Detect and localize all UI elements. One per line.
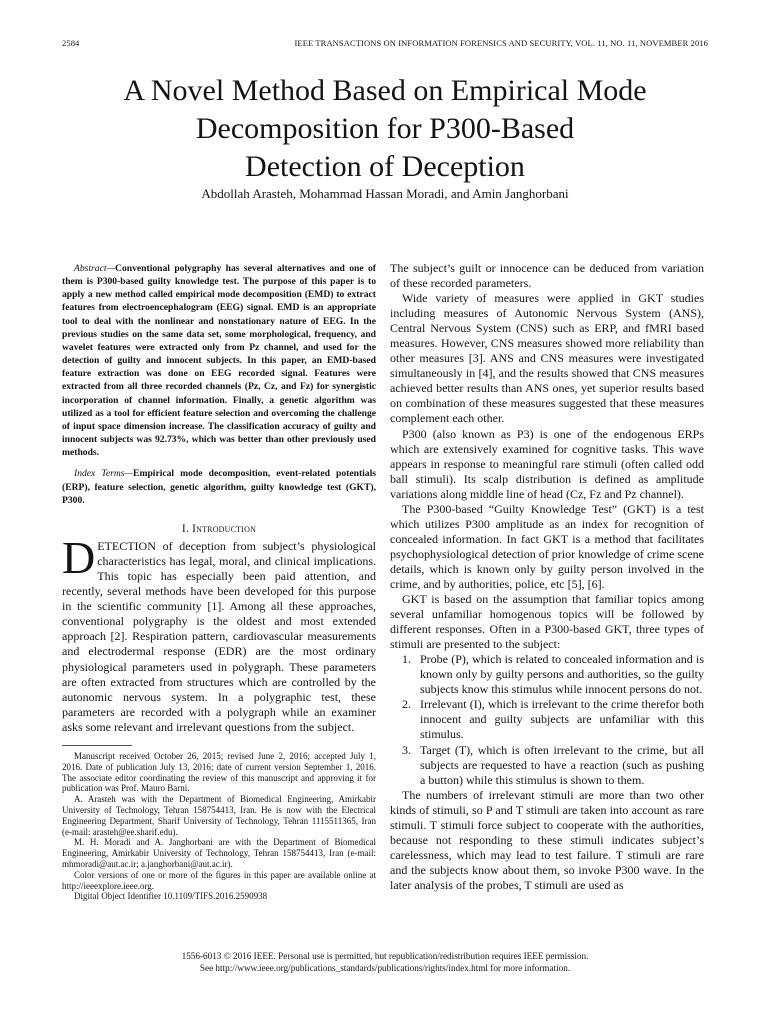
title-line: A Novel Method Based on Empirical Mode (123, 74, 647, 107)
list-text: Target (T), which is often irrelevant to the crime, but all subjects are requested to have a reaction (such as pushing a button) while this stimulus is shown to them. (420, 742, 704, 787)
body-paragraph: GKT is based on the assumption that familiar topics among several unfamiliar homogenous topics will be followed by different responses. Often in a P300-based GKT, three types of stimuli are presented to the subject: (390, 592, 704, 652)
copyright-notice (62, 950, 708, 974)
footnote-divider (62, 745, 132, 746)
intro-first-word: ETECTION (97, 538, 156, 553)
drop-cap: D (62, 531, 96, 583)
list-item (390, 697, 704, 742)
intro-text: of deception from subject’s physiological characteristics has legal, moral, and clinical implications. This topic has especially been paid attention, and recently, several methods have been developed for this purpose in the scientific community [1]. Among all these approaches, conventional polygraphy is the oldest and most extended approach [2]. Respiration pattern, cardiovascular measurements and electrodermal response (EDR) are the most ordinary physiological parameters used in polygraph. These parameters are often extracted from structures which are controlled by the autonomic nervous system. In a polygraphic test, these parameters are recorded with a polygraph while an examiner asks some relevant and irrelevant questions from the subject. (62, 538, 376, 734)
body-paragraph: P300 (also known as P3) is one of the endogenous ERPs which are extensively examined for cognitive tasks. This wave appears in response to meaningful rare stimuli (often called odd ball stimuli). Its scalp distribution is defined as amplitude variations along middle line of head (Cz, Fz and Pz channel). (390, 426, 704, 501)
running-header (62, 38, 708, 50)
index-terms (62, 467, 376, 506)
footnote-manuscript: Manuscript received October 26, 2015; revised June 2, 2016; accepted July 1, 2016. Date of publication July 13, 2016; date of current version September 1, 2016. The associate editor coordinating the review of this manuscript and approving it for publication was Prof. Mauro Barni. (62, 751, 376, 794)
footnote-author-moradi-janghorbani: M. H. Moradi and A. Janghorbani are with the Department of Biomedical Engineering, Amirkabir University of Technology, Tehran 158754413, Iran (e-mail: mhmoradi@aut.ac.ir; a.janghorbani@aut.ac.ir). (62, 837, 376, 869)
list-item (390, 743, 704, 788)
list-number: 3. (402, 742, 411, 757)
title-line: Detection of Deception (245, 150, 525, 183)
body-paragraph: The numbers of irrelevant stimuli are more than two other kinds of stimuli, so P and T stimuli are taken into account as rare stimuli. T stimuli force subject to cooperate with the authorities, because not responding to these stimuli indicates subject’s carelessness, which may lead to test failure. T stimuli are rare and the subjects know about them, so invoke P300 wave. In the later analysis of the probes, T stimuli are used as (390, 787, 704, 892)
section-heading-introduction (62, 523, 376, 535)
title-line: Decomposition for P300-Based (195, 112, 575, 145)
footnote-color-figures: Color versions of one or more of the figures in this paper are available online at http://ieeexplore.ieee.org. (62, 869, 376, 891)
page-number: 2584 (62, 38, 80, 48)
list-item (390, 652, 704, 697)
intro-paragraph (62, 531, 376, 735)
right-column (390, 261, 704, 893)
list-number: 1. (402, 652, 411, 667)
body-paragraph: The subject’s guilt or innocence can be deduced from variation of these recorded parameters. (390, 261, 704, 291)
index-terms-text: Empirical mode decomposition, event-related potentials (ERP), feature selection, genetic algorithm, guilty knowledge test (GKT), P300. (62, 468, 377, 506)
copyright-line: 1556-6013 © 2016 IEEE. Personal use is permitted, but republication/redistribution requires IEEE permission. (181, 951, 589, 961)
section-numeral: I. (181, 522, 193, 535)
list-text: Probe (P), which is related to concealed information and is known only by guilty persons and authorities, so the guilty subjects know this stimulus while innocent persons do not. (420, 652, 704, 697)
footnotes (62, 751, 376, 902)
index-terms-label: Index Terms— (74, 468, 134, 480)
footnote-doi: Digital Object Identifier 10.1109/TIFS.2016.2590938 (74, 891, 268, 902)
body-paragraph: The P300-based “Guilty Knowledge Test” (GKT) is a test which utilizes P300 amplitude as an index for recognition of concealed information. In fact GKT is a method that facilitates psychophysiological detection of prior knowledge of crime scene details, which is known only by guilty person involved in the crime, and by authorities, police, etc [5], [6]. (390, 501, 704, 591)
section-title: Introduction (192, 522, 257, 535)
author-list: Abdollah Arasteh, Mohammad Hassan Moradi, and Amin Janghorbani (201, 186, 569, 201)
journal-name: IEEE TRANSACTIONS ON INFORMATION FORENSICS AND SECURITY, VOL. 11, NO. 11, NOVEMBER 2016 (294, 38, 708, 48)
list-text: Irrelevant (I), which is irrelevant to the crime therefor both innocent and guilty subjects are unfamiliar with this stimulus. (420, 697, 704, 742)
body-paragraph: Wide variety of measures were applied in GKT studies including measures of Autonomic Nervous System (ANS), Central Nervous System (CNS) such as ERP, and fMRI based measures. However, CNS measures showed more reliability than other measures [3]. ANS and CNS measures were investigated simultaneously in [4], and the results showed that CNS measures achieved better results than ANS ones, yet superior results based on combination of these measures suggested that these measures complement each other. (390, 291, 704, 426)
left-column (62, 262, 376, 902)
abstract (62, 262, 376, 459)
abstract-label: Abstract— (74, 263, 116, 274)
rights-url-line: See http://www.ieee.org/publications_standards/publications/rights/index.html for more information. (199, 963, 571, 973)
footnote-author-arasteh: A. Arasteh was with the Department of Biomedical Engineering, Amirkabir University of Technology, Tehran 158754413, Iran. He is now with the Electrical Engineering Department, Sharif University of Technology, Tehran 1115511365, Iran (e-mail: arasteh@ee.sharif.edu). (62, 794, 376, 837)
stimulus-list (390, 652, 704, 787)
abstract-text: Conventional polygraphy has several alternatives and one of them is P300-based guilty knowledge test. The purpose of this paper is to apply a new method called empirical mode decomposition (EMD) to extract features from electroencephalogram (EEG) signal. EMD is an appropriate tool to deal with the nonlinear and nonstationary nature of EEG. In the previous studies on the same data set, some morphological, frequency, and wavelet features were extracted only from Pz channel, and used for the detection of guilty and innocent subjects. In this paper, an EMD-based feature extraction was done on EEG recorded signal. Features were extracted from all three recorded channels (Pz, Cz, and Fz) for synergistic incorporation of channel information. Finally, a genetic algorithm was utilized as a tool for efficient feature selection and overcoming the challenge of input space dimension increase. The classification accuracy of guilty and innocent subjects was 92.73%, which was better than other previously used methods. (62, 263, 376, 459)
paper-title (62, 72, 708, 186)
list-number: 2. (402, 697, 411, 712)
